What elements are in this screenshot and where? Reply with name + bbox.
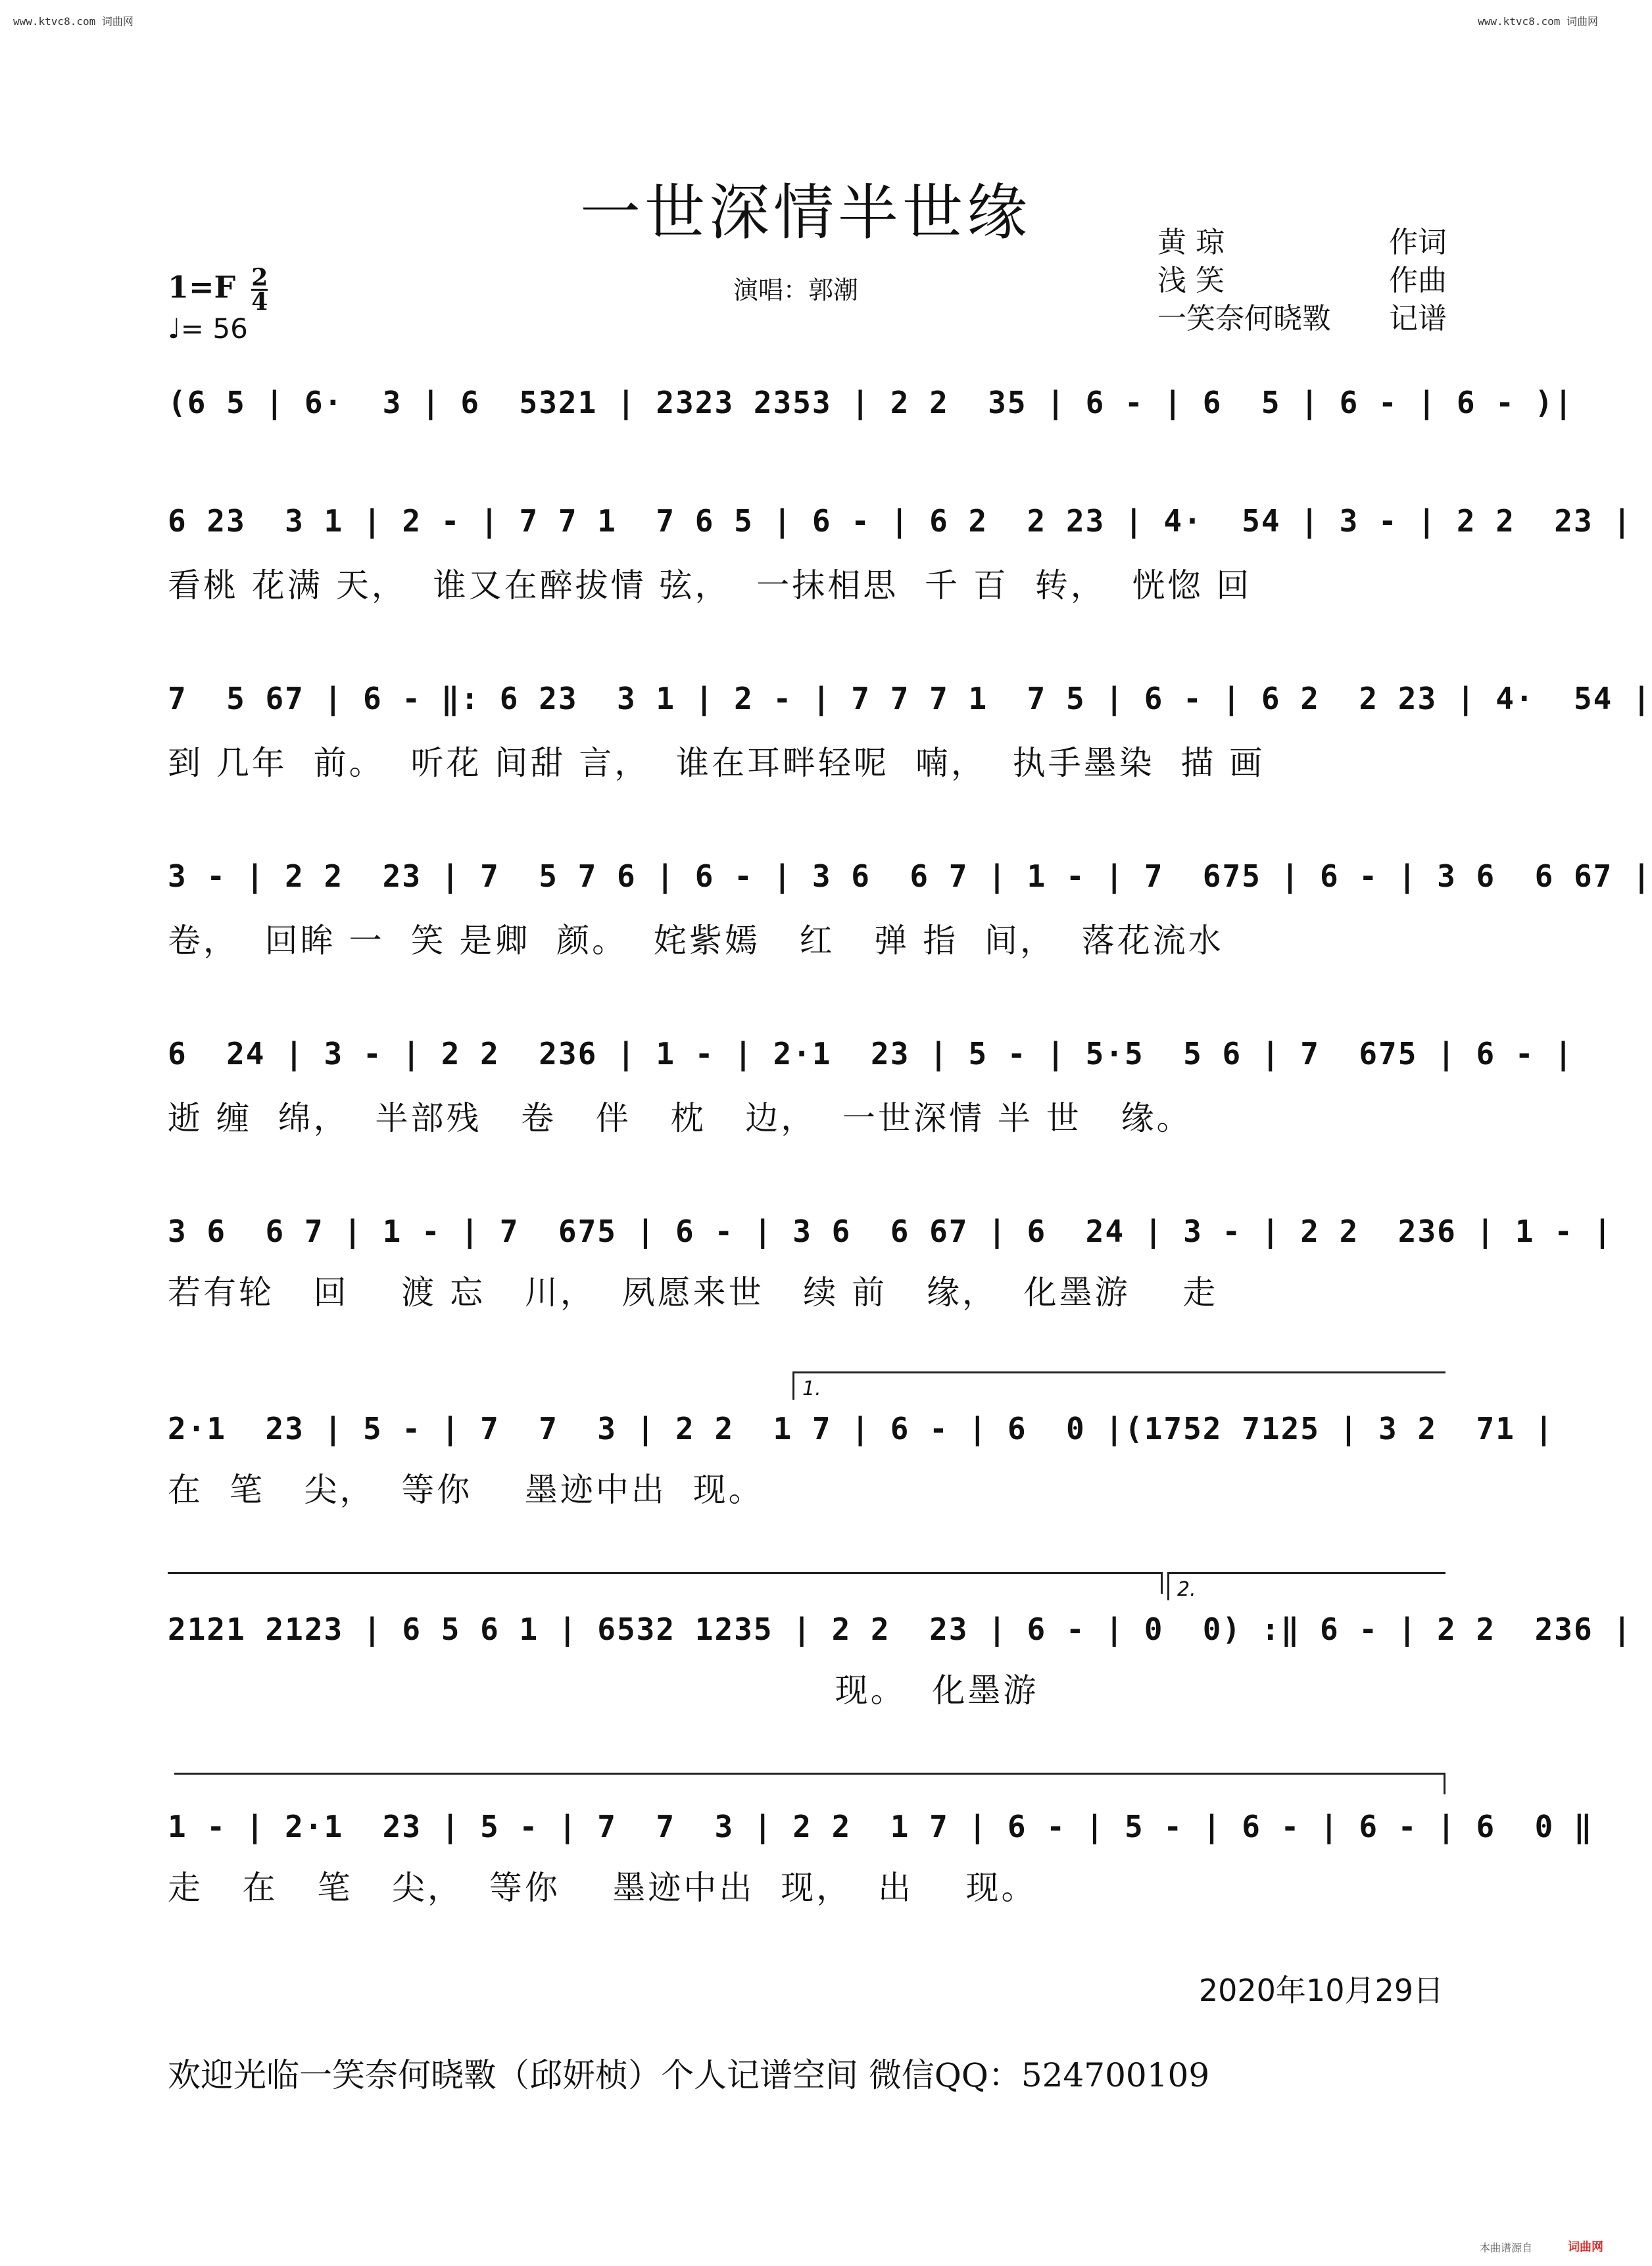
source-label: 本曲谱源自 [1479, 2242, 1532, 2254]
score-system-9-notes: 1 - | 2·1 23 | 5 - | 7 7 3 | 2 2 1 7 | 6 - | 5 - | 6 - | 6 - | 6 0 ‖ [168, 1809, 1593, 1844]
score-system-6-notes: 3 6 6 7 | 1 - | 7 675 | 6 - | 3 6 6 67 | 6 24 | 3 - | 2 2 236 | 1 - | [168, 1214, 1613, 1249]
song-title: 一世深情半世缘 [579, 178, 1031, 248]
score-system-9-lyrics: 走 在 笔 尖， 等你 墨迹中出 现， 出 现。 [168, 1869, 1037, 1907]
side-watermark-right [1598, 53, 1609, 2236]
score-system-4-lyrics: 卷， 回眸 一 笑 是卿 颜。 姹紫嫣 红 弹 指 间， 落花流水 [168, 922, 1224, 960]
score-system-2-notes: 6 23 3 1 | 2 - | 7 7 1 7 6 5 | 6 - | 6 2 2 23 | 4· 54 | 3 - | 2 2 23 | [168, 503, 1633, 539]
transcription-date: 2020年10月29日 [1198, 1973, 1444, 2008]
score-system-1-notes: (6 5 | 6· 3 | 6 5321 | 2323 2353 | 2 2 35 | 6 - | 6 5 | 6 - | 6 - )| [168, 385, 1574, 420]
site-header-right[interactable]: www.ktvc8.com 词曲网 [1478, 15, 1598, 28]
score-system-3-notes: 7 5 67 | 6 - ‖: 6 23 3 1 | 2 - | 7 7 7 1 7 5 | 6 - | 6 2 2 23 | 4· 54 | [168, 681, 1652, 716]
credits [1157, 224, 1447, 338]
credit-transcriber: 一笑奈何晓斁 记谱 [1157, 302, 1447, 335]
side-watermark-left [3, 53, 13, 2236]
score-system-6-lyrics: 若有轮 回 渡 忘 川， 夙愿来世 续 前 缘， 化墨游 走 [168, 1273, 1219, 1312]
score-system-8-notes: 2121 2123 | 6 5 6 1 | 6532 1235 | 2 2 23 | 6 - | 0 0) :‖ 6 - | 2 2 236 | [168, 1612, 1633, 1647]
site-logo[interactable]: 词曲网 [1568, 2240, 1603, 2254]
score-system-4-notes: 3 - | 2 2 23 | 7 5 7 6 | 6 - | 3 6 6 7 | 1 - | 7 675 | 6 - | 3 6 6 67 | [168, 858, 1652, 894]
credit-lyricist: 黄 琼 作词 [1157, 226, 1447, 259]
footer-note: 欢迎光临一笑奈何晓斁（邱妍桢）个人记谱空间 微信QQ：524700109 [168, 2056, 1210, 2094]
volta-second-ending-continuation [174, 1773, 1446, 1794]
key-signature: 1=F $\frac{2}{4}$ [168, 264, 268, 316]
score-system-7-notes: 2·1 23 | 5 - | 7 7 3 | 2 2 1 7 | 6 - | 6 0 |(1752 7125 | 3 2 71 | [168, 1411, 1555, 1446]
score-system-5-lyrics: 逝 缠 绵， 半部残 卷 伴 枕 边， 一世深情 半 世 缘。 [168, 1099, 1192, 1137]
score-system-8-lyrics: 现。 化墨游 [168, 1671, 1039, 1710]
volta-first-ending-continuation [168, 1572, 1163, 1594]
score-system-3-lyrics: 到 几年 前。 听花 间甜 言， 谁在耳畔轻呢 喃， 执手墨染 描 画 [168, 744, 1265, 782]
score-system-7-lyrics: 在 笔 尖， 等你 墨迹中出 现。 [168, 1471, 764, 1509]
score-system-5-notes: 6 24 | 3 - | 2 2 236 | 1 - | 2·1 23 | 5 - | 5·5 5 6 | 7 675 | 6 - | [168, 1036, 1574, 1071]
time-signature: $\frac{2}{4}$ [251, 264, 268, 316]
tempo-marking: ♩= 56 [168, 312, 248, 345]
score-system-2-lyrics: 看桃 花满 天， 谁又在醉拔情 弦， 一抹相思 千 百 转， 恍惚 回 [168, 566, 1252, 604]
volta-second-ending: 2. [1167, 1572, 1446, 1600]
singer-label: 演唱：郭潮 [733, 276, 859, 305]
credit-composer: 浅 笑 作曲 [1157, 264, 1447, 297]
volta-first-ending: 1. [792, 1371, 1446, 1400]
site-header-left[interactable]: www.ktvc8.com 词曲网 [13, 15, 134, 28]
